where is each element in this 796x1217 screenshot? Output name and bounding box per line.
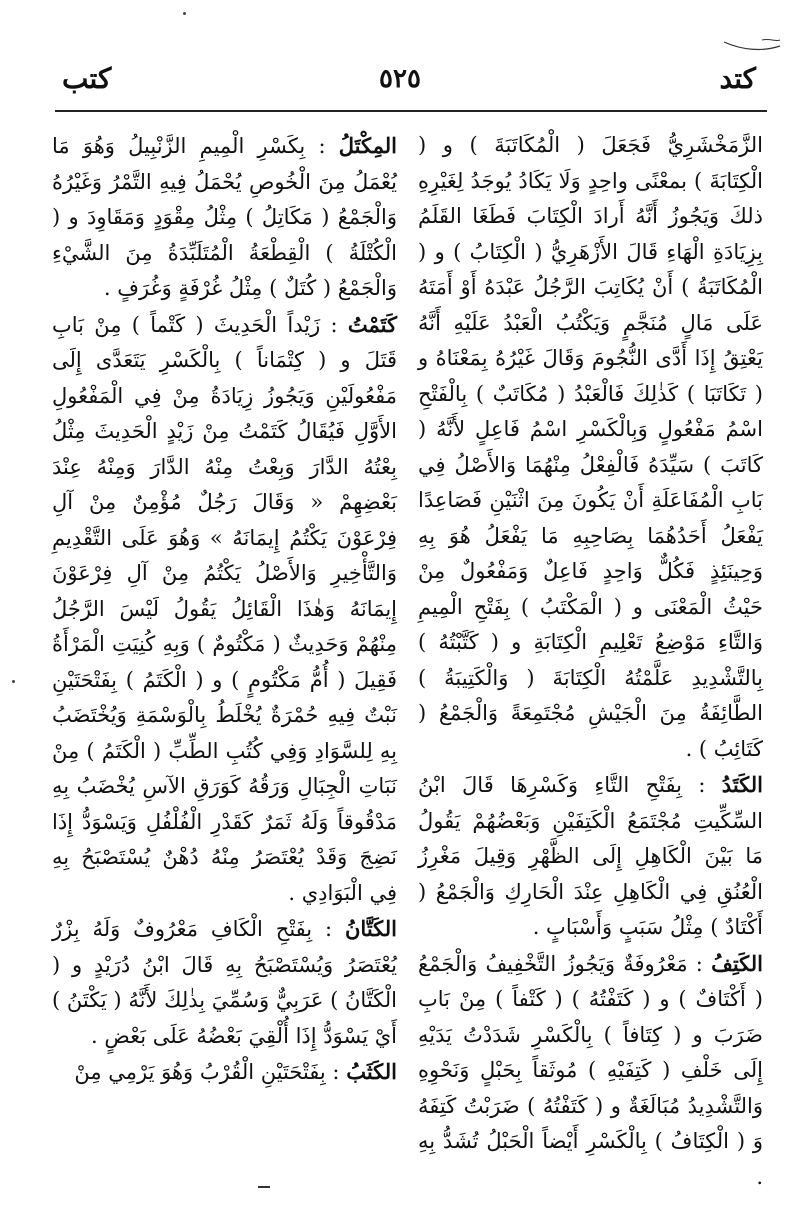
- right-column: [418, 128, 763, 1195]
- headword: الكَتَدُ: [721, 772, 763, 797]
- entry-text: : مَعْرُوفَةٌ وَيَجُوزُ التَّخْفِيفُ وَالْجَمْعُ ( أَكْتَافٌ ) و ( كَتَفْتُهُ ) ( كَتْفاً ) مِنْ بَابِ ضَرَبَ و ( كِتَافاً ) بِالْكَسْرِ شَدَدْتُ يَدَيْهِ إِلَى خَلْفِ ( كَتِفَيْهِ ) مُوثَقاً بِحَبْلٍ وَنَحْوِهِ وَالتَّشْدِيدُ مُبَالَغَةٌ و ( كَتَفْتُهُ ) ضَرَبْتُ كَتِفَهُ وَ ( الْكِتَافُ ) بِالْكَسْرِ أَيْضاً الْحَبْلُ تُشَدُّ بِهِ .: [418, 951, 763, 1189]
- entry-text: : زَيْداً الْحَدِيثَ ( كَتْماً ) مِنْ بَابِ قَتَلَ و ( كِتْمَاناً ) بِالْكَسْرِ يَتَعَدَّى إِلَى مَفْعُولَيْنِ وَيَجُوزُ زِيَادَةُ مِنْ فِي الْمَفْعُولِ الأَوَّلِ فَيُقَالُ كَتَمْتُ مِنْ زَيْدٍ الْحَدِيثَ مِثْلُ بِعْتُهُ الدَّارَ وَبِعْتُ مِنْهُ الدَّارَ وَمِنْهُ عِنْدَ بَعْضِهِمْ « وَقَالَ رَجُلٌ مُؤْمِنٌ مِنْ آلِ فِرْعَوْنَ يَكْتُمُ إِيمَانَهُ » وَهُوَ عَلَى التَّقْدِيمِ وَالتَّأْخِيرِ وَالأَصْلُ يَكْتُمُ مِنْ آلِ فِرْعَوْنَ إِيمَانَهُ وَهٰذَا الْقَائِلُ يَقُولُ لَيْسَ الرَّجُلُ مِنْهُمْ وَحَدِيثٌ ( مَكْتُومٌ ) وَبِهِ كُنِيَتِ الْمَرْأَةُ فَقِيلَ ( أُمُّ مَكْتُومٍ ) و ( الْكَتَمُ ) بِفَتْحَتَيْنِ نَبْتٌ فِيهِ حُمْرَةٌ يُخْلَطُ بِالْوَسْمَةِ وَيُخْتَضَبُ بِهِ لِلسَّوَادِ وَفِي كُتُبِ الطِّبِّ ( الْكَتَمُ ) مِنْ نَبَاتِ الْجِبَالِ وَرَقُهُ كَوَرَقِ الآسِ يُخْضَبُ بِهِ مَدْقُوقاً وَلَهُ ثَمَرٌ كَقَدْرِ الْفُلْفُلِ وَيَسْوَدُّ إِذَا نَضِجَ وَقَدْ يُعْتَصَرُ مِنْهُ دُهْنٌ يُسْتَصْبَحُ بِهِ فِي الْبَوَادِي .: [52, 312, 397, 905]
- header-rule: [55, 110, 767, 112]
- headword: الكَتَّانُ: [345, 916, 397, 941]
- entry-katamtu: [52, 307, 397, 912]
- entry-katif: [418, 946, 763, 1196]
- headword: الكَتِفُ: [711, 950, 763, 976]
- entry-text: : بِفَتْحَتَيْنِ الْقُرْبُ وَهُوَ يَرْمِي مِنْ: [74, 1060, 340, 1084]
- running-head-left: كتب: [62, 62, 112, 95]
- entry-katad: [418, 767, 763, 946]
- entry-text: : بِفَتْحِ الْكَافِ مَعْرُوفٌ وَلَهُ بِزْرٌ يُعْتَصَرُ وَيُسْتَصْبَحُ بِهِ قَالَ ابْنُ دُرَيْدٍ و ( الْكَتَّانُ ) عَرَبِيٌّ وَسُمِّيَ بِذٰلِكَ لأَنَّهُ ( يَكْتَنُ ) أَيْ يَسْوَدُّ إِذَا أُلْقِيَ بَعْضُهُ عَلَى بَعْضٍ .: [52, 917, 397, 1048]
- entry-continuation: [418, 128, 763, 767]
- entry-kathab: [52, 1054, 397, 1091]
- speck: [183, 12, 186, 15]
- footer-mark: [258, 1186, 270, 1188]
- headword: الكَثَبُ: [346, 1059, 397, 1084]
- speck: [12, 680, 15, 683]
- page-number: ٥٢٥: [379, 64, 421, 94]
- entry-text: : بِكَسْرِ الْمِيمِ الزَّنْبِيلُ وَهُوَ مَا يُعْمَلُ مِنَ الْخُوصِ يُحْمَلُ فِيهِ التَّمْرُ وَغَيْرُهُ وَالْجَمْعُ ( مَكَاتِلُ ) مِثْلُ مِقْوَدٍ وَمَقَاوِدَ و ( الْكُتْلَةُ ) الْقِطْعَةُ الْمُتَلَبِّدَةُ مِنَ الشَّيْءِ وَالْجَمْعُ ( كُتَلٌ ) مِثْلُ غُرْفَةٍ وَغُرَفٍ .: [52, 134, 397, 300]
- headword: المِكْتَلُ: [338, 133, 397, 158]
- page-header: [0, 52, 796, 108]
- entry-miktal: [52, 128, 397, 307]
- headword: كَتَمْتُ: [347, 311, 397, 337]
- entry-text: الزَّمَخْشَرِيُّ فَجَعَلَ ( الْمُكَاتَبَةَ ) و ( الْكِتَابَةَ ) بمعْنًى واحِدٍ وَلَا يَكَادُ يُوجَدُ لِغَيْرِهِ ذلكَ وَيَجُوزُ أَنَّهُ أَرادَ الْكِتَابَ فَطَغَا القَلَمُ بِزِيَادَةِ الْهَاءِ قَالَ الأَزْهَرِيُّ ( الْكِتَابُ ) و ( الْمُكَاتَبَةُ ) أَنْ يُكَاتِبَ الرَّجُلُ عَبْدَهُ أَوْ أَمَتَهُ عَلَى مَالٍ مُنَجَّمٍ وَيَكْتُبُ الْعَبْدُ عَلَيْهِ أَنَّهُ يَعْتِقُ إِذَا أَدَّى النُّجُومَ وَقَالَ غَيْرُهُ بِمَعْنَاهُ و ( تَكَاتَبَا ) كَذٰلِكَ فَالْعَبْدُ ( مُكَاتَبٌ ) بِالْفَتْحِ اسْمُ مَفْعُولٍ وَبِالْكَسْرِ اسْمُ فَاعِلٍ لأَنَّهُ ( كَاتَبَ ) سَيِّدَهُ فَالْفِعْلُ مِنْهُمَا وَالأَصْلُ فِي بَابِ الْمُفَاعَلَةِ أَنْ يَكُونَ مِنَ اثْنَيْنِ فَصَاعِدًا يَفْعَلُ أَحَدُهُمَا بِصَاحِبِهِ مَا يَفْعَلُ هُوَ بِهِ وَحِينَئِذٍ فَكُلٌّ وَاحِدٍ فَاعِلٌ وَمَفْعُولٌ مِنْ حَيْثُ الْمَعْنَى و ( الْمَكْتَبُ ) بِفَتْحِ الْمِيمِ وَالتَّاءِ مَوْضِعُ تَعْلِيمِ الْكِتَابَةِ و ( كَتَّبْتُهُ ) بِالتَّشْدِيدِ عَلَّمْتُهُ الْكِتَابَةَ ( وَالْكَتِيبَةُ ) الطَّائِفَةُ مِنَ الْجَيْشِ مُجْتَمِعَةً وَالْجَمْعُ ( كَتَائِبُ ) .: [418, 133, 763, 761]
- running-head-right: كتد: [719, 62, 756, 95]
- entry-text: : بِفَتْحِ التَّاءِ وَكَسْرِهَا قَالَ ابْنُ السِّكِّيتِ مُجْتَمَعُ الْكَتِفَيْنِ وَبَعْضُهُمْ يَقُولُ مَا بَيْنَ الْكَاهِلِ إِلَى الظَّهْرِ وَقِيلَ مَغْرِزُ الْعُنُقِ فِي الْكَاهِلِ عِنْدَ الْحَارِكِ وَالْجَمْعُ ( أَكْتَادٌ ) مِثْلُ سَبَبٍ وَأَسْبَابٍ .: [418, 773, 763, 939]
- entry-kattan: [52, 911, 397, 1054]
- left-column: [52, 128, 397, 1091]
